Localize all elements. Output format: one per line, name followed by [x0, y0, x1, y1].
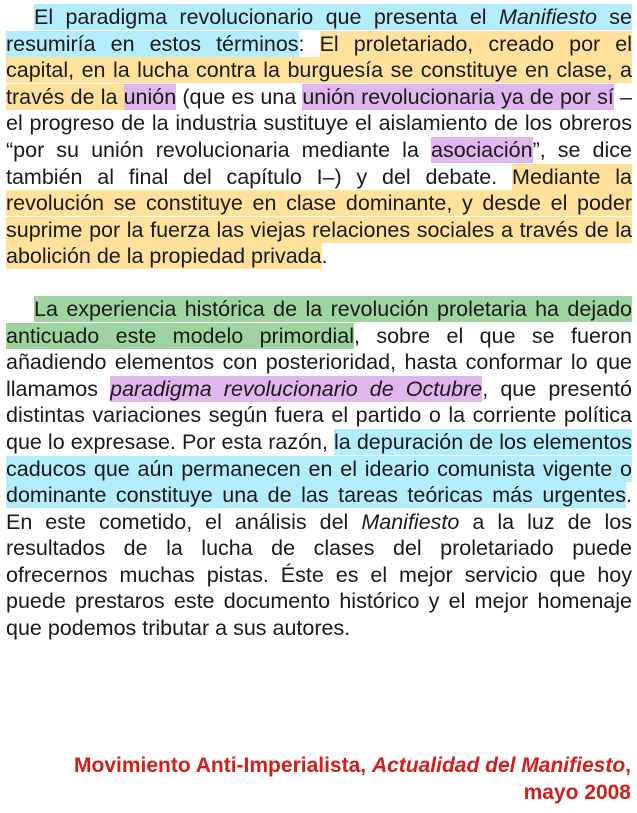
highlight-violet: asociación [430, 137, 533, 162]
text-run: se resumiría en estos términos [6, 5, 632, 56]
source-credit [71, 752, 631, 806]
text-run: El paradigma revolucionario que presenta el [34, 5, 499, 29]
text-run: . En este cometido, el análisis del [6, 483, 632, 534]
text-run: ”, se dice también al final del capítulo I–) y del debate. [6, 137, 632, 189]
text-run: , sobre el que se fueron añadiendo elementos con posterioridad, hasta conformar lo que llamamos [6, 323, 632, 401]
italic-title: Manifiesto [361, 509, 460, 534]
text-run: , que presentó distintas variaciones según fuera el partido o la corriente política que lo expresase. Por esta razón, [6, 376, 632, 454]
text-run: : [298, 31, 320, 56]
highlight-cyan: la depuración de los elementos caducos que aún permanecen en el ideario comunista vigente o dominante constituye una de las tareas teóricas más urgentes [6, 429, 633, 508]
italic-title: Manifiesto [498, 5, 597, 29]
credit-author: Movimiento Anti-Imperialista, [74, 754, 372, 777]
highlight-yellow: Mediante la revolución se constituye en clase dominante, y desde el poder suprime por la fuerza las viejas relaciones sociales a través de la abolición de la propiedad privada [6, 164, 633, 269]
highlight-green: La experiencia histórica de la revolución proletaria ha dejado anticuado este modelo primordial [6, 296, 632, 348]
text-run: (que es una [176, 84, 303, 109]
text-run: –el progreso de la industria sustituye el aislamiento de los obreros “por su unión revolucionaria mediante la [6, 84, 632, 162]
credit-date: , mayo 2008 [523, 754, 631, 804]
highlight-violet: unión [123, 84, 177, 109]
highlight-violet: unión revolucionaria ya de por sí [302, 84, 614, 109]
highlight-yellow: El proletariado, creado por el capital, en la lucha contra la burguesía se constituye en clase, a través de la [6, 31, 633, 109]
document-body [6, 4, 632, 642]
text-run: . [321, 244, 328, 269]
paragraph-2 [6, 296, 632, 642]
credit-work-title: Actualidad del Manifiesto [371, 754, 626, 777]
text-run: a la luz de los resultados de la lucha de clases del proletariado puede ofrecernos muchas pistas. Éste es el mejor servicio que hoy puede prestaros este documento histórico y el mejor homenaje que podemos tributar a sus autores. [6, 509, 632, 641]
paragraph-1 [6, 4, 632, 270]
highlight-violet-italic: paradigma revolucionario de Octubre [110, 376, 483, 401]
